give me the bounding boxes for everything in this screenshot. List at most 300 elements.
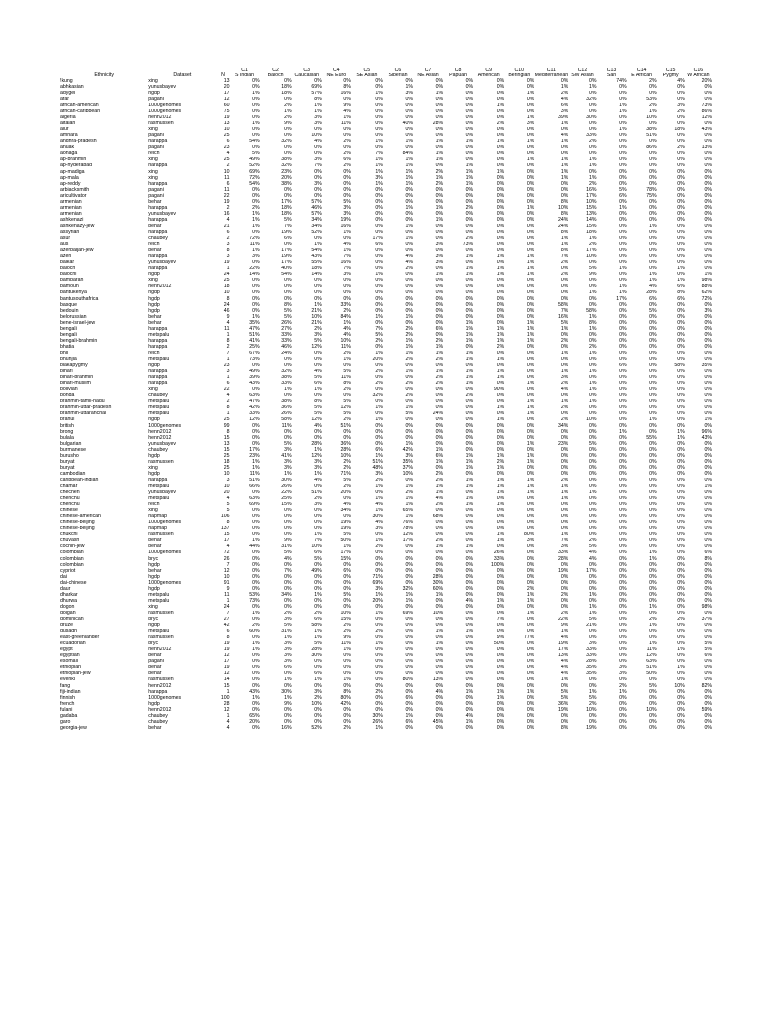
cluster-c3-cell: 1% [314,386,322,393]
cluster-c4-cell: 11% [340,374,351,381]
cluster-c14-cell: 51% [646,132,657,139]
cluster-c14-cell: 0% [649,217,657,223]
cluster-c10-cell: 0% [526,429,535,435]
cluster-c12-cell: 0% [589,120,597,127]
cluster-c10-cell: 0% [526,235,535,242]
cluster-c12-cell: 0% [589,259,597,266]
cluster-c7-cell: 0% [435,435,444,441]
ethnicity-cell: armenian [60,211,82,217]
cluster-c12-cell: 0% [589,525,597,532]
cluster-c8-cell: 0% [465,308,474,314]
cluster-c4-cell: 0% [343,96,351,102]
cluster-c4-cell: 36% [340,441,351,447]
cluster-c15-cell: 0% [677,689,685,695]
cluster-c10-cell: 0% [526,435,535,441]
cluster-c5-cell: 1% [375,417,383,423]
cluster-c5-cell: 2% [375,477,383,483]
cluster-c16-cell: 0% [704,247,712,254]
cluster-c12-cell: 1% [589,157,597,163]
cluster-c10-cell: 1% [526,138,535,145]
cluster-c10-cell: 0% [526,417,535,423]
cluster-c6-cell: 1% [405,368,413,375]
cluster-c3-cell: 0% [314,719,322,725]
cluster-c12-cell: 0% [589,429,597,435]
cluster-c4-cell: 34% [340,507,351,514]
cluster-c3-cell: 0% [314,356,322,362]
n-cell: 4 [226,217,230,223]
cluster-c2-cell: 38% [281,374,292,381]
cluster-c5-cell: 0% [375,646,383,653]
cluster-c15-cell: 0% [677,332,685,338]
cluster-c7-cell: 0% [435,622,444,629]
cluster-c4-cell: 0% [343,604,351,610]
cluster-c4-cell: 0% [343,707,351,713]
dataset-cell: harappa [148,181,168,187]
cluster-c9-cell: 0% [496,277,505,284]
cluster-c2-cell: 33% [281,332,292,338]
dataset-cell: henn2012 [148,435,172,441]
n-cell: 16 [223,211,230,217]
cluster-c5-cell: 0% [375,652,383,659]
cluster-c13-cell: 0% [619,344,627,350]
cluster-c11-cell: 1% [560,628,569,635]
cluster-c4-cell: 16% [340,90,351,96]
cluster-c16-cell: 0% [704,719,712,725]
cluster-c16-cell: 0% [704,253,712,260]
cluster-c14-cell: 38% [646,126,657,133]
cluster-c6-cell: 35% [402,459,413,465]
cluster-c14-cell: 0% [649,507,657,514]
cluster-c16-cell: 0% [704,664,712,671]
cluster-c5-cell: 0% [375,435,383,441]
ethnicity-cell: egypt [60,646,73,653]
cluster-c14-cell: 0% [649,429,657,435]
cluster-c1-cell: 0% [252,229,260,235]
cluster-c10-cell: 1% [526,90,535,96]
cluster-c11-cell: 19% [558,707,569,713]
cluster-c1-cell: 49% [249,157,260,163]
cluster-c14-cell: 0% [649,338,657,344]
ethnicity-cell: fiji-indian [60,689,81,695]
cluster-c10-cell: 0% [526,658,535,665]
cluster-c14-cell: 10% [646,114,657,121]
cluster-c10-cell: 0% [526,247,535,254]
cluster-c6-cell: 0% [405,132,413,139]
cluster-c14-cell: 0% [649,568,657,574]
cluster-c11-cell: 7% [560,253,569,260]
cluster-c12-cell: 0% [589,501,597,508]
cluster-c12-cell: 21% [586,622,597,629]
cluster-c16-cell: 0% [704,658,712,665]
cluster-c2-cell: 0% [284,429,292,435]
cluster-c4-cell: 2% [343,465,351,471]
cluster-c10-cell: 0% [526,84,535,90]
cluster-c11-cell: 8% [560,725,569,731]
cluster-c7-cell: 1% [435,350,444,356]
cluster-c12-cell: 0% [589,423,597,429]
cluster-c2-cell: 41% [281,453,292,459]
cluster-c5-cell: 0% [375,211,383,217]
cluster-c6-cell: 2% [405,265,413,272]
cluster-c1-cell: 60% [249,628,260,635]
ethnicity-cell: biakapygmy [60,362,88,369]
cluster-c9-cell: 0% [496,398,505,405]
cluster-c3-cell: 21% [311,308,322,314]
cluster-c3-cell: 3% [314,465,322,471]
cluster-c6-cell: 1% [405,181,413,187]
cluster-c9-cell: 0% [496,604,505,610]
cluster-c16-cell: 59% [701,707,712,713]
cluster-c10-cell: 0% [526,241,535,248]
n-cell: 4 [226,725,230,731]
cluster-c4-cell: 0% [343,187,351,193]
cluster-c15-cell: 0% [677,568,685,574]
cluster-c10-cell: 0% [526,277,535,284]
cluster-c1-cell: 2% [252,622,260,629]
cluster-c9-cell: 0% [496,513,505,520]
cluster-c8-cell: 0% [465,677,474,683]
cluster-c6-cell: 42% [402,447,413,453]
cluster-c2-cell: 18% [281,84,292,90]
cluster-c11-cell: 0% [560,78,569,84]
cluster-c6-cell: 0% [405,277,413,284]
cluster-c1-cell: 0% [252,429,260,435]
cluster-c13-cell: 0% [619,277,627,284]
cluster-c5-cell: 2% [375,689,383,695]
cluster-c16-cell: 0% [704,398,712,405]
cluster-c8-cell: 1% [465,253,474,260]
cluster-c15-cell: 0% [677,380,685,387]
n-cell: 6 [226,380,230,387]
cluster-c1-cell: 0% [252,586,260,592]
cluster-c13-cell: 0% [619,271,627,278]
cluster-c15-cell: 0% [677,634,685,641]
ethnicity-cell: ashkenazy-jew [60,223,95,229]
cluster-c14-cell: 1% [649,604,657,610]
cluster-c6-cell: 0% [405,199,413,205]
cluster-c6-cell: 32% [402,586,413,592]
cluster-c11-cell: 0% [560,501,569,508]
cluster-c14-cell: 5% [649,308,657,314]
cluster-c3-cell: 2% [314,695,322,701]
n-cell: 10 [223,471,230,477]
ethnicity-cell: cochin-jew [60,544,85,550]
dataset-cell: 1000genomes [148,102,182,109]
cluster-c7-cell: 0% [435,423,444,429]
cluster-c4-cell: 2% [343,725,351,731]
cluster-c10-cell: 0% [526,78,535,84]
cluster-c5-cell: 48% [372,465,383,471]
cluster-c5-cell: 2% [375,628,383,635]
cluster-c12-cell: 1% [589,489,597,496]
ethnicity-cell: french [60,701,75,707]
cluster-c11-cell: 0% [560,429,569,435]
dataset-cell: xing [148,175,158,181]
cluster-c15-cell: 0% [677,114,685,121]
dataset-cell: bryc [148,616,159,622]
dataset-cell: harappa [148,689,168,695]
cluster-c14-cell: 0% [649,489,657,496]
dataset-cell: hgdp [148,362,160,369]
dataset-cell: hgdp [148,622,160,629]
cluster-c11-cell: 0% [560,459,569,465]
cluster-c14-cell: 0% [649,404,657,411]
cluster-c14-cell: 0% [649,229,657,235]
cluster-c16-cell: 0% [704,392,712,399]
cluster-c11-cell: 4% [560,671,569,677]
cluster-c8-cell: 1% [465,368,474,375]
cluster-c13-cell: 0% [619,380,627,387]
cluster-c1-cell: 0% [252,683,260,689]
cluster-c2-cell: 0% [284,519,292,526]
cluster-c4-cell: 6% [343,568,351,574]
n-cell: 12 [223,652,230,659]
cluster-c6-cell: 10% [402,471,413,477]
cluster-c1-cell: 17% [249,447,260,453]
cluster-c11-cell: 34% [558,423,569,429]
cluster-c11-cell: 23% [558,441,569,447]
n-cell: 11 [224,592,230,598]
cluster-c12-cell: 0% [589,519,597,526]
cluster-c15-cell: 1% [677,435,685,441]
cluster-c6-cell: 37% [402,465,413,471]
cluster-c3-cell: 0% [314,519,322,526]
cluster-c16-cell: 0% [704,217,712,223]
cluster-c1-cell: 0% [252,132,260,139]
cluster-c6-cell: 84% [402,150,413,157]
cluster-c9-cell: 0% [496,132,505,139]
cluster-c8-cell: 1% [465,374,474,381]
cluster-c6-cell: 1% [405,338,413,344]
cluster-c14-cell: 0% [649,120,657,127]
cluster-c15-cell: 0% [677,483,685,489]
cluster-c6-cell: 0% [405,550,413,556]
cluster-c5-cell: 1% [375,271,383,278]
cluster-c16-cell: 0% [704,610,712,616]
cluster-c10-cell: 1% [526,338,535,344]
cluster-c2-cell: 0% [284,392,292,399]
cluster-c2-cell: 31% [281,544,292,550]
cluster-c7-cell: 2% [435,501,444,508]
cluster-c5-cell: 0% [375,634,383,641]
cluster-c8-cell: 73% [462,241,474,248]
cluster-c8-cell: 1% [465,465,474,471]
n-cell: 19 [223,640,230,647]
cluster-c14-cell: 0% [649,265,657,272]
dataset-cell: bryc [148,556,159,562]
cluster-c2-cell: 22% [281,489,292,496]
cluster-c4-cell: 1% [343,114,351,121]
cluster-c15-cell: 2% [677,108,685,115]
dataset-cell: reich [148,350,160,356]
cluster-c9-cell: 0% [496,163,505,169]
cluster-c12-cell: 1% [589,314,597,320]
cluster-c2-cell: 36% [281,404,292,411]
cluster-c16-cell: 0% [704,471,712,477]
cluster-c13-cell: 0% [619,247,627,254]
cluster-c11-cell: 19% [558,640,569,647]
cluster-c12-cell: 0% [589,683,597,689]
cluster-c6-cell: 1% [405,138,413,145]
cluster-c12-cell: 5% [589,695,597,701]
dataset-cell: harappa [148,338,168,344]
dataset-cell: xing [148,157,158,163]
cluster-c5-cell: 2% [375,544,383,550]
cluster-c4-cell: 0% [343,719,351,725]
cluster-c1-cell: 0% [252,102,260,109]
cluster-c15-cell: 0% [677,392,685,399]
n-cell: 15 [223,435,230,441]
cluster-c10-cell: 0% [526,465,535,471]
cluster-c12-cell: 3% [589,640,597,647]
cluster-c14-cell: 0% [649,483,657,489]
cluster-c14-cell: 4% [649,284,657,290]
cluster-c6-cell: 40% [402,120,413,127]
cluster-c6-cell: 2% [405,326,413,332]
cluster-c9-cell: 0% [496,447,505,453]
cluster-c14-cell: 0% [649,362,657,369]
cluster-c4-cell: 19% [340,519,351,526]
cluster-c15-cell: 0% [677,84,685,90]
cluster-c5-cell: 1% [375,157,383,163]
cluster-c2-cell: 0% [284,507,292,514]
cluster-c4-cell: 84% [340,314,351,320]
cluster-c14-cell: 0% [649,544,657,550]
cluster-c5-cell: 0% [375,701,383,707]
n-cell: 25 [223,417,230,423]
cluster-c2-cell: 18% [281,205,292,211]
cluster-c11-cell: 7% [560,537,569,544]
cluster-c12-cell: 18% [586,229,597,235]
cluster-c10-cell: 0% [526,126,535,133]
cluster-c8-cell: 0% [465,284,474,290]
cluster-c11-cell: 0% [560,277,569,284]
cluster-c3-cell: 2% [314,495,322,502]
cluster-c7-cell: 2% [435,537,444,544]
cluster-c2-cell: 5% [284,314,292,320]
cluster-c16-cell: 3% [704,308,712,314]
cluster-c5-cell: 6% [375,241,383,248]
ethnicity-cell: druze [60,622,73,629]
cluster-c4-cell: 5% [343,398,351,405]
n-cell: 12 [223,671,230,677]
cluster-c5-cell: 0% [375,308,383,314]
cluster-c6-cell: 1% [405,513,413,520]
cluster-c1-cell: 1% [252,640,260,647]
n-cell: 11 [224,175,230,181]
cluster-c2-cell: 7% [284,223,292,229]
cluster-c13-cell: 2% [619,683,627,689]
cluster-c6-cell: 69% [402,610,413,616]
cluster-c9-cell: 1% [496,253,505,260]
cluster-c16-cell: 1% [704,417,712,423]
cluster-c5-cell: 1% [375,495,383,502]
cluster-c2-cell: 17% [281,247,292,254]
cluster-c7-cell: 1% [435,271,444,278]
cluster-c5-cell: 0% [375,556,383,562]
cluster-c10-cell: 0% [526,132,535,139]
cluster-c9-cell: 0% [496,671,505,677]
cluster-c14-cell: 0% [649,586,657,592]
dataset-cell: metspalu [148,398,170,405]
cluster-c8-cell: 0% [465,610,474,616]
cluster-c7-cell: 0% [435,556,444,562]
cluster-c10-cell: 0% [526,671,535,677]
cluster-c8-cell: 1% [465,163,474,169]
cluster-c7-cell: 0% [435,707,444,713]
cluster-c5-cell: 0% [375,441,383,447]
ethnicity-cell: dai [60,574,67,580]
cluster-c3-cell: 0% [314,562,322,568]
n-cell: 14 [223,677,230,683]
cluster-c1-cell: 25% [249,344,260,350]
ethnicity-cell: bene-israel-jew [60,320,96,326]
cluster-c12-cell: 0% [589,574,597,580]
cluster-c14-cell: 0% [649,350,657,356]
cluster-c11-cell: 2% [560,380,569,387]
dataset-cell: rasmussen [148,610,174,616]
cluster-c15-cell: 0% [677,652,685,659]
cluster-c6-cell: 0% [405,568,413,574]
cluster-c16-cell: 0% [704,622,712,629]
cluster-c14-cell: 63% [646,658,657,665]
header-cluster-region: NE Euro [326,73,347,79]
cluster-c13-cell: 0% [619,489,627,496]
cluster-c16-cell: 0% [704,368,712,375]
cluster-c2-cell: 0% [284,713,292,719]
cluster-c6-cell: 0% [405,302,413,308]
cluster-c10-cell: 1% [526,332,535,338]
cluster-c7-cell: 0% [435,96,444,102]
cluster-c7-cell: 0% [435,550,444,556]
dataset-cell: pagani [148,96,164,102]
cluster-c6-cell: 1% [405,157,413,163]
cluster-c11-cell: 0% [560,410,569,417]
cluster-c15-cell: 0% [677,223,685,229]
cluster-c7-cell: 28% [432,120,444,127]
header-dataset: Dataset [173,72,192,79]
table-row [60,725,712,731]
cluster-c2-cell: 33% [281,338,292,344]
cluster-c13-cell: 0% [619,374,627,381]
cluster-c6-cell: 2% [405,380,413,387]
cluster-c16-cell: 0% [704,314,712,320]
cluster-c15-cell: 0% [677,326,685,332]
cluster-c11-cell: 0% [560,362,569,369]
cluster-c10-cell: 0% [526,314,535,320]
header-cluster-region: SW Asian [571,73,594,79]
cluster-c1-cell: 0% [252,562,260,568]
cluster-c13-cell: 0% [619,719,627,725]
n-cell: 5 [226,501,230,508]
cluster-c1-cell: 1% [252,610,260,616]
cluster-c6-cell: 0% [405,217,413,223]
cluster-c10-cell: 0% [526,495,535,502]
ethnicity-cell: chinese-beijing [60,525,95,532]
cluster-c11-cell: 0% [560,447,569,453]
cluster-c8-cell: 0% [465,199,474,205]
n-cell: 25 [223,277,230,284]
cluster-c10-cell: 80% [523,531,535,538]
cluster-c9-cell: 0% [496,525,505,532]
cluster-c9-cell: 0% [496,592,505,598]
cluster-c15-cell: 0% [677,513,685,520]
dataset-cell: behar [148,537,162,544]
cluster-c6-cell: 3% [405,453,413,459]
cluster-c11-cell: 22% [558,616,569,622]
cluster-c15-cell: 3% [677,102,685,109]
cluster-c12-cell: 58% [586,308,597,314]
